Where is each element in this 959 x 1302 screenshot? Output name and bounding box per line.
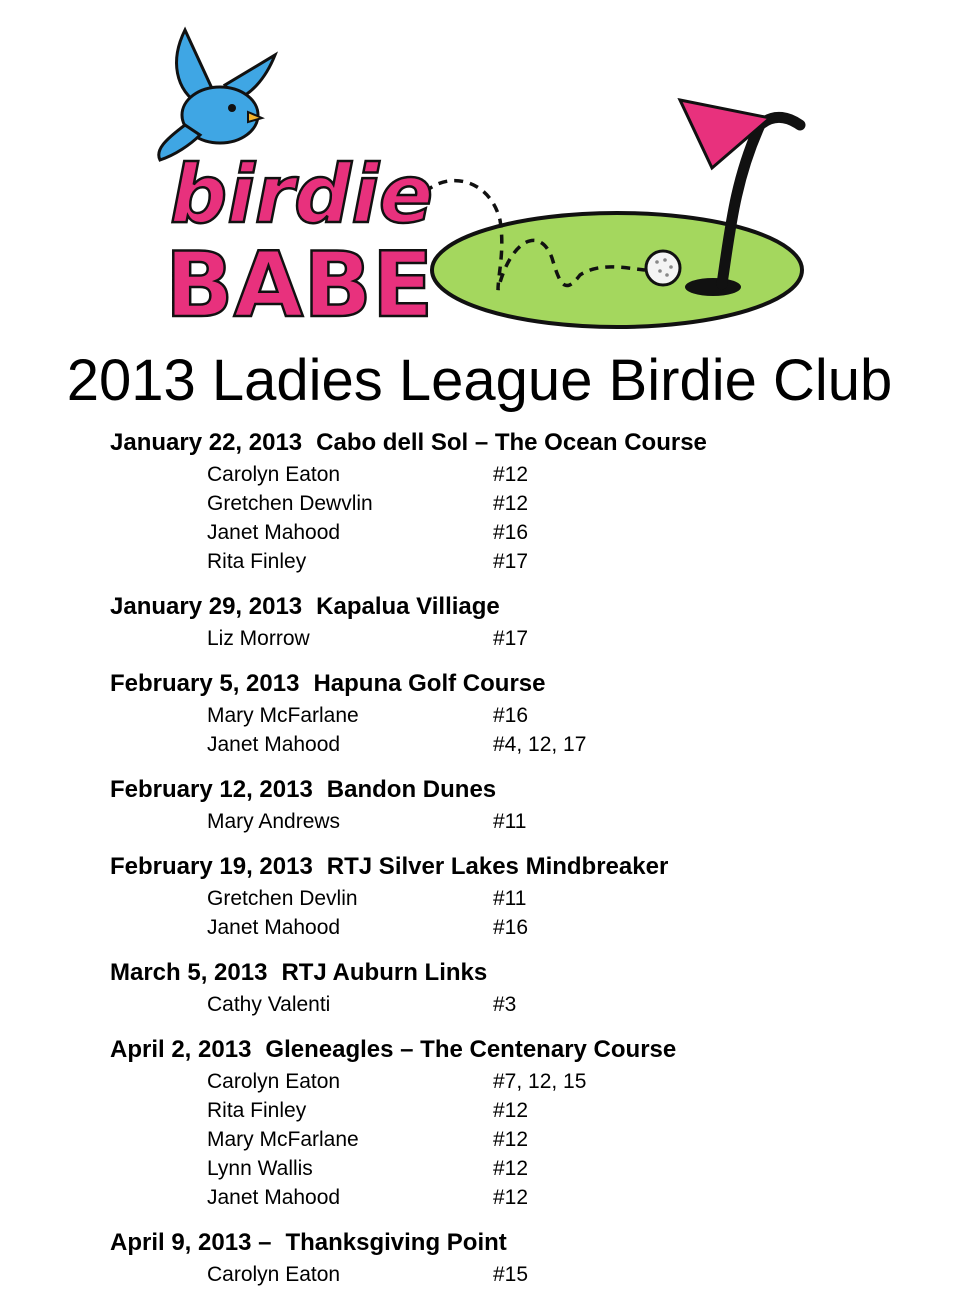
player-name: Gretchen Devlin bbox=[207, 887, 358, 910]
birdie-entry bbox=[110, 884, 930, 913]
player-name: Lynn Wallis bbox=[207, 1157, 313, 1180]
event-date: March 5, 2013 bbox=[110, 959, 268, 986]
hole-numbers: #16 bbox=[493, 521, 529, 544]
player-name: Rita Finley bbox=[207, 550, 307, 573]
hole-numbers: #11 bbox=[493, 887, 527, 910]
player-name: Rita Finley bbox=[207, 1099, 307, 1122]
birdie-entry bbox=[110, 518, 930, 547]
event-course: Kapalua Villiage bbox=[316, 593, 500, 620]
logo-text-birdie: birdie bbox=[170, 148, 434, 241]
hole-numbers: #12 bbox=[493, 1128, 529, 1151]
player-name: Mary McFarlane bbox=[207, 704, 359, 727]
event-header bbox=[110, 772, 930, 807]
hole-numbers: #12 bbox=[493, 463, 529, 486]
player-name: Janet Mahood bbox=[207, 916, 341, 939]
birdie-entry bbox=[110, 701, 930, 730]
golf-ball bbox=[646, 251, 680, 285]
event-date: January 22, 2013 bbox=[110, 429, 303, 456]
birdie-entry bbox=[110, 1067, 930, 1096]
birdie-entry bbox=[110, 489, 930, 518]
event-block bbox=[110, 849, 930, 942]
birdie-babe-logo bbox=[0, 0, 959, 340]
event-block bbox=[110, 1032, 930, 1212]
player-name: Carolyn Eaton bbox=[207, 1263, 341, 1286]
page-title: 2013 Ladies League Birdie Club bbox=[66, 348, 893, 413]
hole-numbers: #7, 12, 15 bbox=[493, 1070, 587, 1093]
event-course: Gleneagles – The Centenary Course bbox=[265, 1036, 677, 1063]
birdie-entry bbox=[110, 460, 930, 489]
event-header bbox=[110, 955, 930, 990]
event-course: Cabo dell Sol – The Ocean Course bbox=[316, 429, 707, 456]
player-name: Carolyn Eaton bbox=[207, 463, 341, 486]
putting-green bbox=[432, 213, 802, 327]
hole-numbers: #4, 12, 17 bbox=[493, 733, 587, 756]
event-block bbox=[110, 1225, 930, 1289]
hole-numbers: #16 bbox=[493, 916, 529, 939]
event-date: January 29, 2013 bbox=[110, 593, 303, 620]
event-course: RTJ Auburn Links bbox=[281, 959, 488, 986]
event-date: April 9, 2013 – bbox=[110, 1229, 272, 1256]
event-date: April 2, 2013 bbox=[110, 1036, 252, 1063]
birdie-entry bbox=[110, 730, 930, 759]
hole-numbers: #15 bbox=[493, 1263, 529, 1286]
hole-numbers: #3 bbox=[493, 993, 517, 1016]
event-date: February 19, 2013 bbox=[110, 853, 313, 880]
birdie-entry bbox=[110, 547, 930, 576]
event-date: February 12, 2013 bbox=[110, 776, 313, 803]
event-header bbox=[110, 589, 930, 624]
birdie-entry bbox=[110, 1154, 930, 1183]
hole-numbers: #12 bbox=[493, 492, 529, 515]
hole-numbers: #16 bbox=[493, 704, 529, 727]
event-course: RTJ Silver Lakes Mindbreaker bbox=[326, 853, 669, 880]
hole-numbers: #12 bbox=[493, 1157, 529, 1180]
event-header bbox=[110, 1225, 930, 1260]
hole-numbers: #11 bbox=[493, 810, 527, 833]
birdie-entry bbox=[110, 990, 930, 1019]
events-list bbox=[110, 425, 930, 1302]
player-name: Janet Mahood bbox=[207, 521, 341, 544]
logo-text-babe: BABE bbox=[165, 233, 434, 338]
event-block bbox=[110, 666, 930, 759]
player-name: Liz Morrow bbox=[207, 627, 310, 650]
hole-numbers: #17 bbox=[493, 550, 529, 573]
birdie-entry bbox=[110, 1096, 930, 1125]
hole-numbers: #17 bbox=[493, 627, 529, 650]
player-name: Mary McFarlane bbox=[207, 1128, 359, 1151]
event-block bbox=[110, 589, 930, 653]
event-block bbox=[110, 772, 930, 836]
hole-numbers: #12 bbox=[493, 1186, 529, 1209]
birdie-entry bbox=[110, 913, 930, 942]
player-name: Mary Andrews bbox=[207, 810, 341, 833]
birdie-entry bbox=[110, 624, 930, 653]
birdie-entry bbox=[110, 1183, 930, 1212]
event-header bbox=[110, 666, 930, 701]
event-course: Bandon Dunes bbox=[326, 776, 497, 803]
event-header bbox=[110, 425, 930, 460]
golf-hole bbox=[685, 278, 741, 296]
event-header bbox=[110, 1032, 930, 1067]
player-name: Cathy Valenti bbox=[207, 993, 331, 1016]
player-name: Janet Mahood bbox=[207, 733, 341, 756]
event-course: Thanksgiving Point bbox=[285, 1229, 507, 1256]
event-course: Hapuna Golf Course bbox=[313, 670, 546, 697]
player-name: Carolyn Eaton bbox=[207, 1070, 341, 1093]
hole-numbers: #12 bbox=[493, 1099, 529, 1122]
event-date: February 5, 2013 bbox=[110, 670, 300, 697]
birdie-entry bbox=[110, 1125, 930, 1154]
player-name: Janet Mahood bbox=[207, 1186, 341, 1209]
event-block bbox=[110, 955, 930, 1019]
bird-icon bbox=[159, 30, 275, 160]
event-header bbox=[110, 849, 930, 884]
player-name: Gretchen Dewvlin bbox=[207, 492, 373, 515]
birdie-entry bbox=[110, 1260, 930, 1289]
birdie-entry bbox=[110, 807, 930, 836]
event-block bbox=[110, 425, 930, 576]
